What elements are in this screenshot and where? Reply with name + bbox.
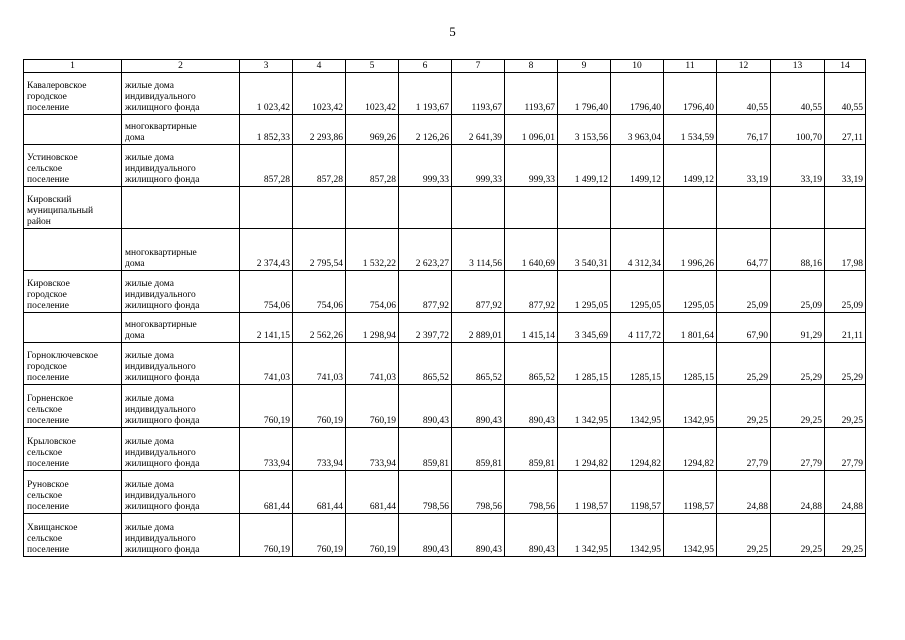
- value-cell: 733,94: [346, 428, 399, 471]
- value-cell: 1 294,82: [558, 428, 611, 471]
- cell-text-line: поселение: [27, 459, 69, 469]
- column-header: 14: [825, 60, 866, 73]
- value-cell: 2 623,27: [399, 229, 452, 271]
- housing-type-cell: [122, 313, 240, 343]
- value-cell: 681,44: [240, 471, 293, 514]
- header-row: [24, 60, 866, 73]
- settlement-name-cell: [24, 229, 122, 271]
- value-cell: 890,43: [505, 385, 558, 428]
- value-cell: 890,43: [452, 385, 505, 428]
- cell-text-line: жилищного фонда: [125, 416, 200, 426]
- value-cell: [505, 187, 558, 229]
- cell-text-line: жилищного фонда: [125, 459, 200, 469]
- settlement-name-cell: [24, 428, 122, 471]
- cell-text-line: сельское: [27, 491, 63, 501]
- value-cell: 64,77: [717, 229, 771, 271]
- value-cell: 857,28: [346, 145, 399, 187]
- value-cell: 1 534,59: [664, 115, 717, 145]
- cell-text-line: Кировский: [27, 195, 72, 205]
- cell-text-line: поселение: [27, 301, 69, 311]
- value-cell: 1198,57: [664, 471, 717, 514]
- column-header: 7: [452, 60, 505, 73]
- value-cell: 760,19: [240, 385, 293, 428]
- value-cell: 1193,67: [505, 73, 558, 115]
- value-cell: 1 342,95: [558, 385, 611, 428]
- cell-text-line: сельское: [27, 448, 63, 458]
- cell-text-line: поселение: [27, 416, 69, 426]
- value-cell: [240, 187, 293, 229]
- housing-type-cell: [122, 385, 240, 428]
- value-cell: 1294,82: [664, 428, 717, 471]
- housing-type-cell: [122, 145, 240, 187]
- value-cell: 4 117,72: [611, 313, 664, 343]
- value-cell: 741,03: [293, 343, 346, 385]
- table-row: [24, 514, 866, 557]
- settlement-name-cell: [24, 514, 122, 557]
- value-cell: [293, 187, 346, 229]
- cell-text-line: жилищного фонда: [125, 301, 200, 311]
- cell-text-line: дома: [125, 259, 145, 269]
- housing-type-cell: [122, 271, 240, 313]
- column-header: 4: [293, 60, 346, 73]
- value-cell: 741,03: [240, 343, 293, 385]
- cell-text-line: индивидуального: [125, 290, 196, 300]
- value-cell: 24,88: [717, 471, 771, 514]
- value-cell: 100,70: [771, 115, 825, 145]
- value-cell: 1342,95: [664, 514, 717, 557]
- cell-text-line: жилищного фонда: [125, 545, 200, 555]
- value-cell: 25,09: [771, 271, 825, 313]
- value-cell: 27,79: [717, 428, 771, 471]
- cell-text-line: многоквартирные: [125, 122, 197, 132]
- value-cell: 754,06: [346, 271, 399, 313]
- table-row: [24, 428, 866, 471]
- value-cell: 681,44: [346, 471, 399, 514]
- settlement-name-cell: [24, 343, 122, 385]
- value-cell: [771, 187, 825, 229]
- cell-text-line: жилищного фонда: [125, 175, 200, 185]
- cell-text-line: сельское: [27, 534, 63, 544]
- value-cell: 1198,57: [611, 471, 664, 514]
- column-header: 10: [611, 60, 664, 73]
- cell-text-line: индивидуального: [125, 164, 196, 174]
- settlement-name-cell: [24, 145, 122, 187]
- housing-type-cell: [122, 514, 240, 557]
- value-cell: 4 312,34: [611, 229, 664, 271]
- value-cell: 2 397,72: [399, 313, 452, 343]
- cell-text-line: жилые дома: [125, 81, 174, 91]
- column-header: 9: [558, 60, 611, 73]
- value-cell: 88,16: [771, 229, 825, 271]
- cell-text-line: индивидуального: [125, 534, 196, 544]
- cell-text-line: Кавалеровское: [27, 81, 87, 91]
- column-header: 6: [399, 60, 452, 73]
- settlement-name-cell: [24, 115, 122, 145]
- value-cell: 857,28: [293, 145, 346, 187]
- value-cell: 25,09: [717, 271, 771, 313]
- value-cell: 865,52: [399, 343, 452, 385]
- value-cell: [452, 187, 505, 229]
- value-cell: 1295,05: [611, 271, 664, 313]
- table-row: [24, 187, 866, 229]
- value-cell: 91,29: [771, 313, 825, 343]
- value-cell: 1023,42: [346, 73, 399, 115]
- value-cell: 40,55: [717, 73, 771, 115]
- housing-type-cell: [122, 187, 240, 229]
- value-cell: 877,92: [452, 271, 505, 313]
- cell-text-line: поселение: [27, 175, 69, 185]
- housing-type-cell: [122, 115, 240, 145]
- value-cell: 1342,95: [664, 385, 717, 428]
- cell-text-line: дома: [125, 133, 145, 143]
- value-cell: 2 293,86: [293, 115, 346, 145]
- value-cell: 1499,12: [664, 145, 717, 187]
- value-cell: 25,29: [717, 343, 771, 385]
- value-cell: 1023,42: [293, 73, 346, 115]
- cell-text-line: жилые дома: [125, 394, 174, 404]
- value-cell: 733,94: [240, 428, 293, 471]
- table-row: [24, 271, 866, 313]
- value-cell: 27,79: [825, 428, 866, 471]
- cell-text-line: Руновское: [27, 480, 69, 490]
- value-cell: 741,03: [346, 343, 399, 385]
- cell-text-line: жилые дома: [125, 153, 174, 163]
- value-cell: 1499,12: [611, 145, 664, 187]
- value-cell: [346, 187, 399, 229]
- housing-type-cell: [122, 229, 240, 271]
- value-cell: 33,19: [771, 145, 825, 187]
- table-row: [24, 145, 866, 187]
- value-cell: [611, 187, 664, 229]
- value-cell: 40,55: [771, 73, 825, 115]
- value-cell: 1 499,12: [558, 145, 611, 187]
- cell-text-line: поселение: [27, 502, 69, 512]
- cell-text-line: индивидуального: [125, 362, 196, 372]
- column-header: 2: [122, 60, 240, 73]
- value-cell: 969,26: [346, 115, 399, 145]
- value-cell: 1 023,42: [240, 73, 293, 115]
- value-cell: [717, 187, 771, 229]
- value-cell: 17,98: [825, 229, 866, 271]
- value-cell: 760,19: [346, 385, 399, 428]
- value-cell: 2 641,39: [452, 115, 505, 145]
- value-cell: 760,19: [293, 385, 346, 428]
- settlement-name-cell: [24, 73, 122, 115]
- cell-text-line: Устиновское: [27, 153, 78, 163]
- cell-text-line: сельское: [27, 405, 63, 415]
- page-number: 5: [449, 24, 456, 39]
- value-cell: [664, 187, 717, 229]
- value-cell: 29,25: [717, 514, 771, 557]
- cell-text-line: Горноключевское: [27, 351, 98, 361]
- value-cell: 24,88: [771, 471, 825, 514]
- value-cell: 3 153,56: [558, 115, 611, 145]
- value-cell: 754,06: [293, 271, 346, 313]
- table-row: [24, 385, 866, 428]
- cell-text-line: жилые дома: [125, 437, 174, 447]
- table-row: [24, 471, 866, 514]
- value-cell: 1285,15: [611, 343, 664, 385]
- value-cell: 29,25: [825, 385, 866, 428]
- value-cell: 2 562,26: [293, 313, 346, 343]
- value-cell: 890,43: [399, 514, 452, 557]
- cell-text-line: поселение: [27, 373, 69, 383]
- table-row: [24, 73, 866, 115]
- value-cell: [558, 187, 611, 229]
- tariff-table: [23, 59, 866, 557]
- value-cell: 67,90: [717, 313, 771, 343]
- cell-text-line: Хвищанское: [27, 523, 78, 533]
- value-cell: 2 374,43: [240, 229, 293, 271]
- value-cell: 29,25: [717, 385, 771, 428]
- value-cell: 1 532,22: [346, 229, 399, 271]
- value-cell: 29,25: [825, 514, 866, 557]
- housing-type-cell: [122, 73, 240, 115]
- value-cell: 1 285,15: [558, 343, 611, 385]
- settlement-name-cell: [24, 313, 122, 343]
- value-cell: 25,29: [771, 343, 825, 385]
- value-cell: 857,28: [240, 145, 293, 187]
- value-cell: [399, 187, 452, 229]
- value-cell: 760,19: [293, 514, 346, 557]
- cell-text-line: сельское: [27, 164, 63, 174]
- cell-text-line: Крыловское: [27, 437, 76, 447]
- cell-text-line: жилые дома: [125, 279, 174, 289]
- cell-text-line: жилые дома: [125, 523, 174, 533]
- value-cell: 29,25: [771, 514, 825, 557]
- value-cell: 1193,67: [452, 73, 505, 115]
- value-cell: 2 141,15: [240, 313, 293, 343]
- value-cell: 1 096,01: [505, 115, 558, 145]
- value-cell: 27,11: [825, 115, 866, 145]
- value-cell: 3 540,31: [558, 229, 611, 271]
- value-cell: 999,33: [399, 145, 452, 187]
- value-cell: 1 342,95: [558, 514, 611, 557]
- value-cell: 76,17: [717, 115, 771, 145]
- value-cell: 24,88: [825, 471, 866, 514]
- value-cell: 733,94: [293, 428, 346, 471]
- value-cell: 859,81: [505, 428, 558, 471]
- cell-text-line: городское: [27, 362, 67, 372]
- value-cell: 1285,15: [664, 343, 717, 385]
- value-cell: 1 298,94: [346, 313, 399, 343]
- value-cell: 999,33: [452, 145, 505, 187]
- cell-text-line: городское: [27, 92, 67, 102]
- value-cell: 1 640,69: [505, 229, 558, 271]
- settlement-name-cell: [24, 385, 122, 428]
- value-cell: 25,09: [825, 271, 866, 313]
- value-cell: 877,92: [399, 271, 452, 313]
- value-cell: 40,55: [825, 73, 866, 115]
- value-cell: 754,06: [240, 271, 293, 313]
- value-cell: 1 198,57: [558, 471, 611, 514]
- column-header: 8: [505, 60, 558, 73]
- value-cell: 2 126,26: [399, 115, 452, 145]
- cell-text-line: муниципальный: [27, 206, 94, 216]
- table-row: [24, 115, 866, 145]
- housing-type-cell: [122, 428, 240, 471]
- value-cell: 21,11: [825, 313, 866, 343]
- value-cell: 890,43: [505, 514, 558, 557]
- value-cell: 859,81: [399, 428, 452, 471]
- cell-text-line: жилищного фонда: [125, 103, 200, 113]
- value-cell: 890,43: [399, 385, 452, 428]
- value-cell: 798,56: [452, 471, 505, 514]
- value-cell: 681,44: [293, 471, 346, 514]
- cell-text-line: район: [27, 217, 51, 227]
- value-cell: 3 345,69: [558, 313, 611, 343]
- value-cell: 999,33: [505, 145, 558, 187]
- value-cell: 3 963,04: [611, 115, 664, 145]
- value-cell: 2 795,54: [293, 229, 346, 271]
- value-cell: 1 796,40: [558, 73, 611, 115]
- value-cell: 1342,95: [611, 514, 664, 557]
- cell-text-line: жилые дома: [125, 480, 174, 490]
- value-cell: 1 801,64: [664, 313, 717, 343]
- value-cell: 1796,40: [611, 73, 664, 115]
- cell-text-line: городское: [27, 290, 67, 300]
- cell-text-line: многоквартирные: [125, 248, 197, 258]
- cell-text-line: индивидуального: [125, 405, 196, 415]
- value-cell: 890,43: [452, 514, 505, 557]
- cell-text-line: многоквартирные: [125, 320, 197, 330]
- column-header: 13: [771, 60, 825, 73]
- housing-type-cell: [122, 343, 240, 385]
- value-cell: 1295,05: [664, 271, 717, 313]
- table-row: [24, 229, 866, 271]
- cell-text-line: жилые дома: [125, 351, 174, 361]
- value-cell: 865,52: [505, 343, 558, 385]
- value-cell: 1 295,05: [558, 271, 611, 313]
- value-cell: 1 852,33: [240, 115, 293, 145]
- value-cell: 1342,95: [611, 385, 664, 428]
- value-cell: 859,81: [452, 428, 505, 471]
- value-cell: 1796,40: [664, 73, 717, 115]
- column-header: 12: [717, 60, 771, 73]
- table-row: [24, 313, 866, 343]
- cell-text-line: дома: [125, 331, 145, 341]
- column-header: 5: [346, 60, 399, 73]
- cell-text-line: индивидуального: [125, 448, 196, 458]
- value-cell: 25,29: [825, 343, 866, 385]
- value-cell: 33,19: [825, 145, 866, 187]
- column-header: 11: [664, 60, 717, 73]
- value-cell: 29,25: [771, 385, 825, 428]
- cell-text-line: жилищного фонда: [125, 373, 200, 383]
- cell-text-line: Горненское: [27, 394, 73, 404]
- value-cell: 798,56: [399, 471, 452, 514]
- value-cell: 865,52: [452, 343, 505, 385]
- value-cell: 760,19: [240, 514, 293, 557]
- cell-text-line: индивидуального: [125, 92, 196, 102]
- column-header: 1: [24, 60, 122, 73]
- settlement-name-cell: [24, 187, 122, 229]
- cell-text-line: Кировское: [27, 279, 70, 289]
- value-cell: 1 996,26: [664, 229, 717, 271]
- cell-text-line: индивидуального: [125, 491, 196, 501]
- value-cell: 1 193,67: [399, 73, 452, 115]
- settlement-name-cell: [24, 271, 122, 313]
- table-row: [24, 343, 866, 385]
- value-cell: 798,56: [505, 471, 558, 514]
- cell-text-line: поселение: [27, 545, 69, 555]
- column-header: 3: [240, 60, 293, 73]
- value-cell: 33,19: [717, 145, 771, 187]
- value-cell: 877,92: [505, 271, 558, 313]
- housing-type-cell: [122, 471, 240, 514]
- value-cell: 2 889,01: [452, 313, 505, 343]
- value-cell: 3 114,56: [452, 229, 505, 271]
- value-cell: 27,79: [771, 428, 825, 471]
- cell-text-line: поселение: [27, 103, 69, 113]
- value-cell: 1294,82: [611, 428, 664, 471]
- settlement-name-cell: [24, 471, 122, 514]
- value-cell: [825, 187, 866, 229]
- cell-text-line: жилищного фонда: [125, 502, 200, 512]
- value-cell: 760,19: [346, 514, 399, 557]
- value-cell: 1 415,14: [505, 313, 558, 343]
